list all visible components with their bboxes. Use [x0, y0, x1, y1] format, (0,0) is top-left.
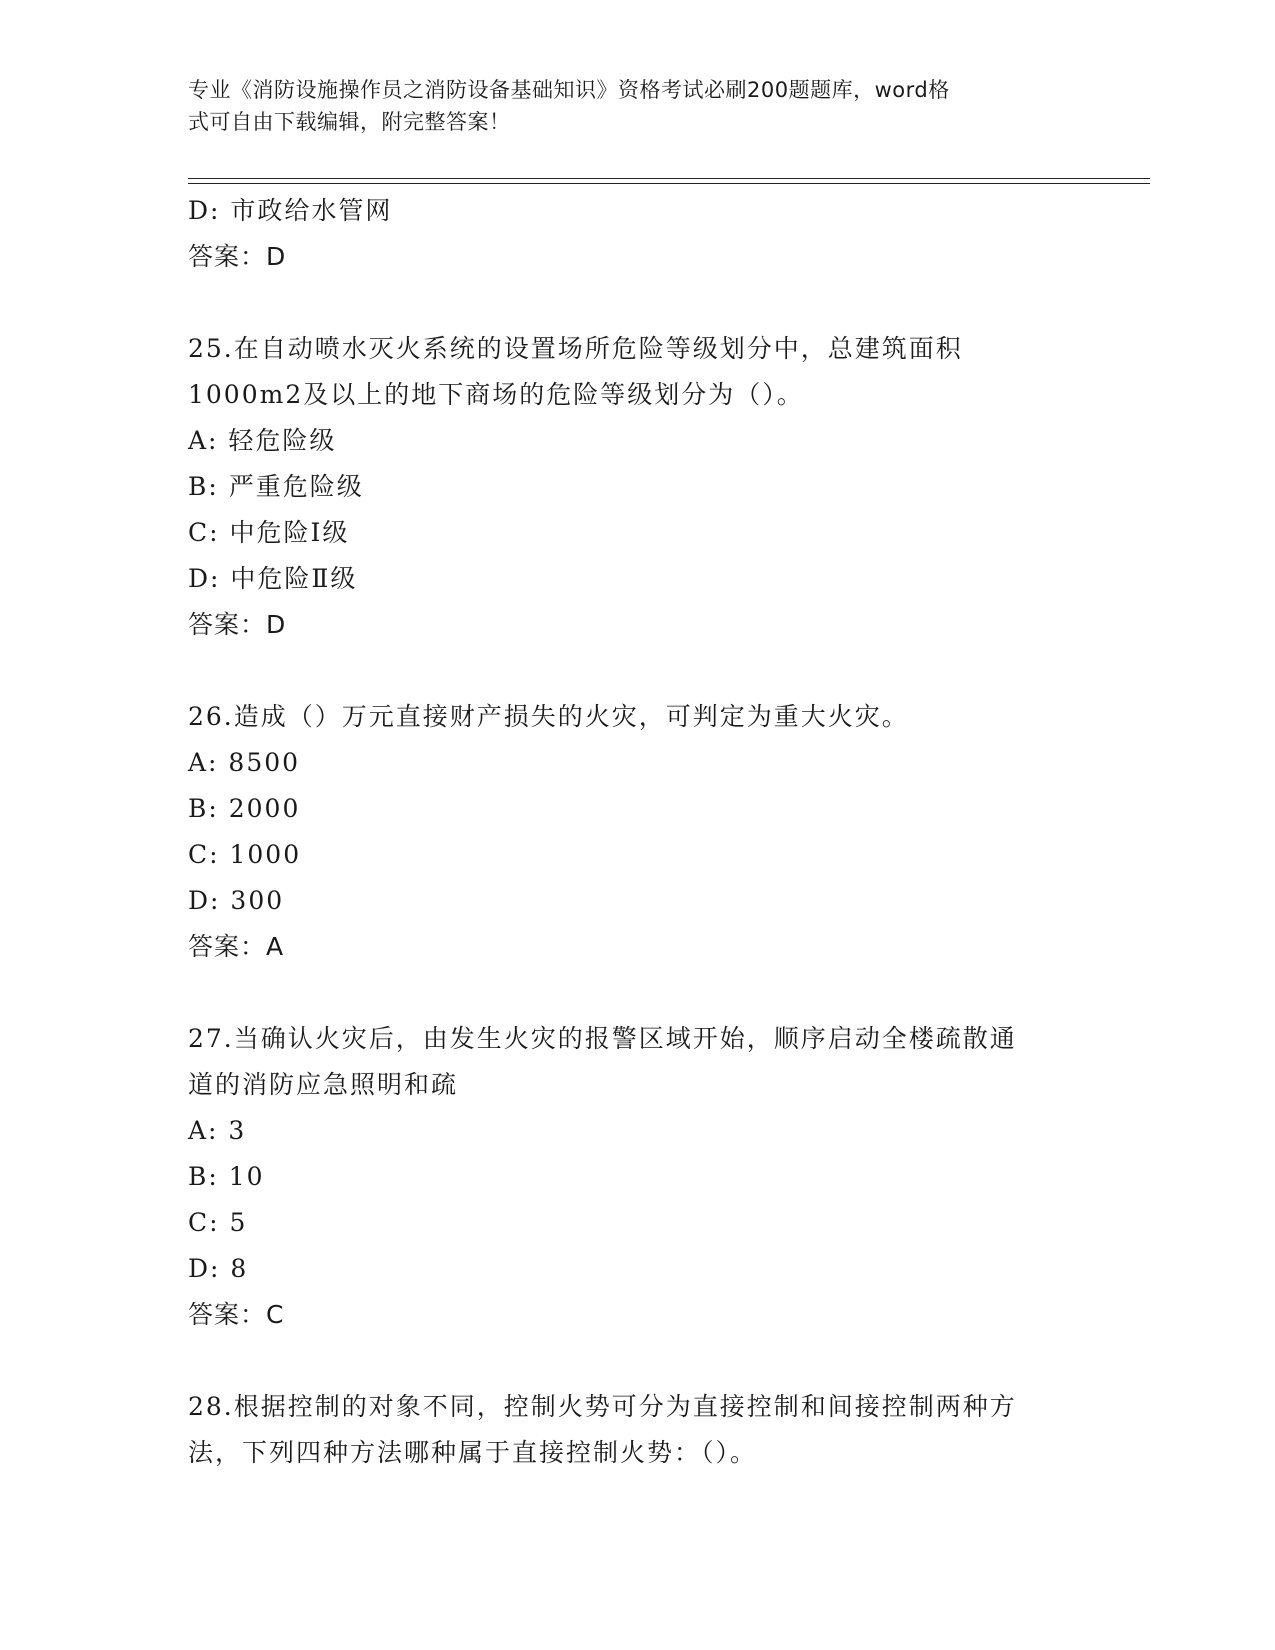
document-header	[188, 74, 1068, 138]
question-stem-continued: 1000m2及以上的地下商场的危险等级划分为（）。	[188, 380, 804, 409]
option-b: B: 严重危险级	[188, 472, 364, 501]
answer-line: 答案：C	[188, 1300, 285, 1329]
spacer	[188, 1338, 1088, 1384]
spacer	[188, 970, 1088, 1016]
question-stem: 25.在自动喷水灭火系统的设置场所危险等级划分中，总建筑面积	[188, 334, 963, 363]
spacer	[188, 280, 1088, 326]
option-a: A: 3	[188, 1116, 247, 1145]
question-stem: 28.根据控制的对象不同，控制火势可分为直接控制和间接控制两种方	[188, 1392, 1017, 1421]
answer-line: 答案：D	[188, 610, 287, 639]
question-stem-continued: 道的消防应急照明和疏	[188, 1070, 459, 1099]
answer-line: 答案：D	[188, 242, 287, 271]
answer-line: 答案：A	[188, 932, 285, 961]
spacer	[188, 648, 1088, 694]
option-b: B: 10	[188, 1162, 265, 1191]
option-d: D: 中危险Ⅱ级	[188, 564, 358, 593]
option-b: B: 2000	[188, 794, 301, 823]
question-list	[188, 188, 1088, 1476]
option-a: A: 8500	[188, 748, 301, 777]
option-c: C: 1000	[188, 840, 302, 869]
header-line-1: 专业《消防设施操作员之消防设备基础知识》资格考试必刷200题题库，word格	[188, 78, 950, 102]
option-d: D: 市政给水管网	[188, 196, 393, 225]
option-c: C: 中危险Ⅰ级	[188, 518, 350, 547]
option-d: D: 8	[188, 1254, 249, 1283]
option-a: A: 轻危险级	[188, 426, 337, 455]
header-line-2: 式可自由下载编辑，附完整答案！	[188, 110, 511, 134]
header-rule-bottom	[188, 183, 1150, 184]
question-stem-continued: 法，下列四种方法哪种属于直接控制火势：（）。	[188, 1438, 758, 1467]
header-rule-top	[188, 178, 1150, 179]
option-d: D: 300	[188, 886, 285, 915]
question-stem: 27.当确认火灾后，由发生火灾的报警区域开始，顺序启动全楼疏散通	[188, 1024, 1017, 1053]
option-c: C: 5	[188, 1208, 248, 1237]
question-stem: 26.造成（）万元直接财产损失的火灾，可判定为重大火灾。	[188, 702, 909, 731]
